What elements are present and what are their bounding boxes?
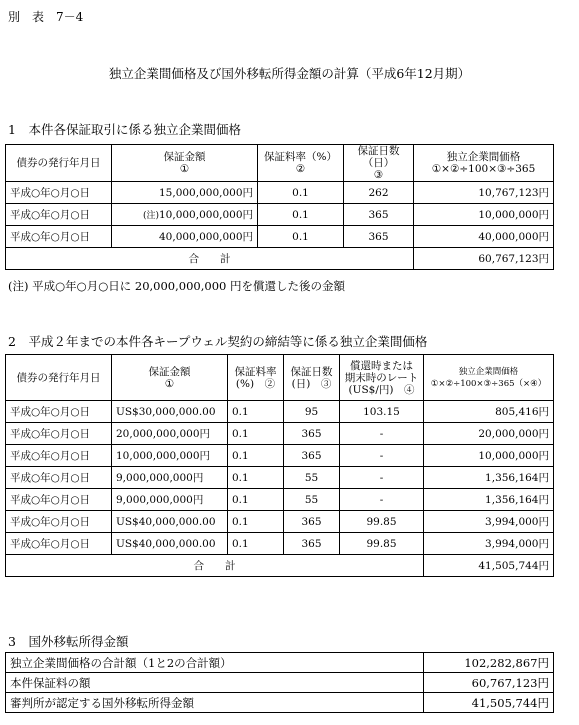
guarantee-amount: 9,000,000,000円: [112, 489, 228, 511]
summary-label: 審判所が認定する国外移転所得金額: [6, 693, 424, 713]
fx-rate: -: [340, 467, 424, 489]
s2-col-fx: 償還時または 期末時のレート (US$/円) ④: [340, 355, 424, 401]
guarantee-rate: 0.1: [228, 489, 284, 511]
arm-length-price: 3,994,000円: [424, 533, 554, 555]
issue-date: 平成○年○月○日: [6, 204, 112, 226]
issue-date: 平成○年○月○日: [6, 226, 112, 248]
guarantee-amount: US$40,000,000.00: [112, 511, 228, 533]
s2-col-days: 保証日数 (日) ③: [284, 355, 340, 401]
total-row: [6, 555, 554, 577]
s1-col-price: 独立企業間価格 ①×②÷100×③÷365: [414, 145, 554, 182]
guarantee-rate: 0.1: [258, 204, 344, 226]
guarantee-rate: 0.1: [228, 401, 284, 423]
fx-rate: 103.15: [340, 401, 424, 423]
guarantee-amount: 20,000,000,000円: [112, 423, 228, 445]
section2-table: [5, 354, 554, 577]
appendix-label: 別 表 7－4: [8, 10, 84, 24]
summary-value: 102,282,867円: [424, 653, 554, 673]
guarantee-amount: US$30,000,000.00: [112, 401, 228, 423]
guarantee-days: 365: [284, 445, 340, 467]
fx-rate: 99.85: [340, 511, 424, 533]
guarantee-days: 365: [284, 533, 340, 555]
summary-label: 独立企業間価格の合計額（1と2の合計額）: [6, 653, 424, 673]
guarantee-rate: 0.1: [228, 467, 284, 489]
issue-date: 平成○年○月○日: [6, 423, 112, 445]
guarantee-days: 262: [344, 182, 414, 204]
guarantee-rate: 0.1: [228, 445, 284, 467]
table-row: [6, 401, 554, 423]
guarantee-days: 55: [284, 489, 340, 511]
fx-rate: -: [340, 489, 424, 511]
note-marker: (注): [142, 211, 159, 221]
table-row: [6, 673, 554, 693]
issue-date: 平成○年○月○日: [6, 445, 112, 467]
table-row: [6, 423, 554, 445]
guarantee-amount: 10,000,000,000円: [159, 209, 253, 221]
total-value: 60,767,123円: [414, 248, 554, 270]
fx-rate: -: [340, 423, 424, 445]
arm-length-price: 10,000,000円: [424, 445, 554, 467]
arm-length-price: 10,767,123円: [414, 182, 554, 204]
section1-footnote: (注) 平成○年○月○日に 20,000,000,000 円を償還した後の金額: [8, 279, 345, 293]
total-row: [6, 248, 554, 270]
table-row: [6, 489, 554, 511]
section1-heading: 1 本件各保証取引に係る独立企業間価格: [8, 122, 241, 137]
table-row: [6, 182, 554, 204]
fx-rate: -: [340, 445, 424, 467]
table-row: [6, 467, 554, 489]
summary-value: 60,767,123円: [424, 673, 554, 693]
total-label: 合 計: [6, 555, 424, 577]
section3-heading: 3 国外移転所得金額: [8, 634, 129, 649]
issue-date: 平成○年○月○日: [6, 533, 112, 555]
arm-length-price: 3,994,000円: [424, 511, 554, 533]
guarantee-amount: 40,000,000,000円: [112, 226, 258, 248]
guarantee-rate: 0.1: [228, 533, 284, 555]
section1-table: [5, 144, 554, 270]
total-label: 合 計: [6, 248, 414, 270]
table-row: [6, 511, 554, 533]
fx-rate: 99.85: [340, 533, 424, 555]
issue-date: 平成○年○月○日: [6, 182, 112, 204]
guarantee-days: 365: [344, 226, 414, 248]
guarantee-days: 55: [284, 467, 340, 489]
guarantee-amount: 10,000,000,000円: [112, 445, 228, 467]
s1-col-days: 保証日数（日） ③: [344, 145, 414, 182]
s2-col-amount: 保証金額 ①: [112, 355, 228, 401]
arm-length-price: 20,000,000円: [424, 423, 554, 445]
section2-header-row: [6, 355, 554, 401]
arm-length-price: 10,000,000円: [414, 204, 554, 226]
guarantee-days: 365: [344, 204, 414, 226]
issue-date: 平成○年○月○日: [6, 511, 112, 533]
guarantee-amount: 9,000,000,000円: [112, 467, 228, 489]
s1-col-rate: 保証料率（%） ②: [258, 145, 344, 182]
table-row: [6, 204, 554, 226]
guarantee-amount: 15,000,000,000円: [112, 182, 258, 204]
guarantee-rate: 0.1: [228, 423, 284, 445]
guarantee-amount-cell: [112, 204, 258, 226]
table-row: [6, 226, 554, 248]
table-row: [6, 693, 554, 713]
guarantee-rate: 0.1: [228, 511, 284, 533]
issue-date: 平成○年○月○日: [6, 401, 112, 423]
summary-value: 41,505,744円: [424, 693, 554, 713]
s2-col-price: 独立企業間価格 ①×②÷100×③÷365（×④）: [424, 355, 554, 401]
issue-date: 平成○年○月○日: [6, 489, 112, 511]
guarantee-days: 365: [284, 423, 340, 445]
guarantee-rate: 0.1: [258, 226, 344, 248]
issue-date: 平成○年○月○日: [6, 467, 112, 489]
table-row: [6, 653, 554, 673]
total-value: 41,505,744円: [424, 555, 554, 577]
guarantee-days: 95: [284, 401, 340, 423]
arm-length-price: 1,356,164円: [424, 467, 554, 489]
section3-table: [5, 652, 554, 713]
guarantee-amount: US$40,000,000.00: [112, 533, 228, 555]
arm-length-price: 1,356,164円: [424, 489, 554, 511]
table-row: [6, 533, 554, 555]
summary-label: 本件保証料の額: [6, 673, 424, 693]
arm-length-price: 40,000,000円: [414, 226, 554, 248]
s1-col-amount: 保証金額 ①: [112, 145, 258, 182]
page-title: 独立企業間価格及び国外移転所得金額の計算（平成6年12月期）: [108, 66, 471, 81]
guarantee-rate: 0.1: [258, 182, 344, 204]
s1-col-date: 債券の発行年月日: [6, 145, 112, 182]
s2-col-rate: 保証料率 (%) ②: [228, 355, 284, 401]
table-row: [6, 445, 554, 467]
guarantee-days: 365: [284, 511, 340, 533]
section1-header-row: [6, 145, 554, 182]
s2-col-date: 債券の発行年月日: [6, 355, 112, 401]
section2-heading: 2 平成２年までの本件各キープウェル契約の締結等に係る独立企業間価格: [8, 334, 428, 349]
arm-length-price: 805,416円: [424, 401, 554, 423]
